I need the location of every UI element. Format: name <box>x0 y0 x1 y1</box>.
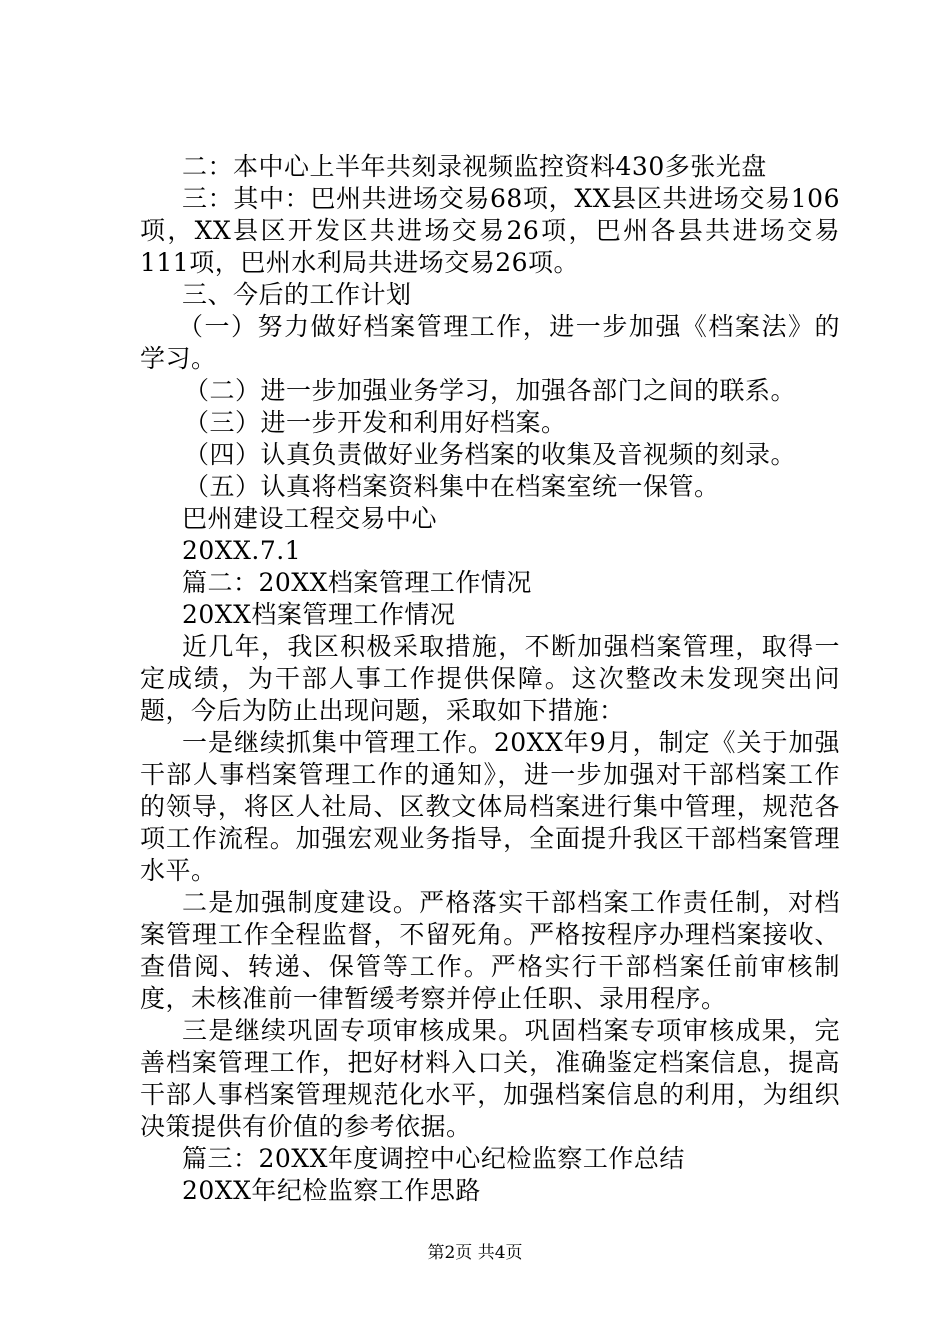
article-title: 篇二：20XX档案管理工作情况 <box>182 568 532 597</box>
page-footer <box>0 1242 950 1264</box>
document-body <box>140 151 840 1207</box>
article-title: 篇三：20XX年度调控中心纪检监察工作总结 <box>182 1144 685 1173</box>
list-item: （五）认真将档案资料集中在档案室统一保管。 <box>184 472 720 501</box>
paragraph: 一是继续抓集中管理工作。20XX年9月，制定《关于加强干部人事档案管理工作的通知》，进一步加强对干部档案工作的领导，将区人社局、区教文体局档案进行集中管理，规范各项工作流程。加强宏观业务指导，全面提升我区干部档案管理水平。 <box>140 728 840 885</box>
paragraph: 二：本中心上半年共刻录视频监控资料430多张光盘 <box>182 152 767 181</box>
article-subtitle: 20XX档案管理工作情况 <box>182 600 456 629</box>
organization-name: 巴州建设工程交易中心 <box>182 504 438 533</box>
paragraph: 三：其中：巴州共进场交易68项，XX县区共进场交易106项，XX县区开发区共进场交易26项，巴州各县共进场交易111项，巴州水利局共进场交易26项。 <box>140 184 840 277</box>
page-number: 第2页 共4页 <box>427 1243 523 1263</box>
date: 20XX.7.1 <box>182 536 302 565</box>
paragraph: 三是继续巩固专项审核成果。巩固档案专项审核成果，完善档案管理工作，把好材料入口关，准确鉴定档案信息，提高干部人事档案管理规范化水平，加强档案信息的利用，为组织决策提供有价值的参考依据。 <box>140 1016 840 1141</box>
article-subtitle: 20XX年纪检监察工作思路 <box>182 1176 481 1205</box>
section-heading: 三、今后的工作计划 <box>182 280 412 309</box>
paragraph: 二是加强制度建设。严格落实干部档案工作责任制，对档案管理工作全程监督，不留死角。严格按程序办理档案接收、查借阅、转递、保管等工作。严格实行干部档案任前审核制度，未核准前一律暂缓考察并停止任职、录用程序。 <box>140 888 840 1013</box>
list-item: （三）进一步开发和利用好档案。 <box>184 408 567 437</box>
paragraph: 近几年，我区积极采取措施，不断加强档案管理，取得一定成绩，为干部人事工作提供保障。这次整改未发现突出问题，今后为防止出现问题，采取如下措施： <box>140 632 840 725</box>
list-item: （一）努力做好档案管理工作，进一步加强《档案法》的学习。 <box>140 312 840 373</box>
list-item: （四）认真负责做好业务档案的收集及音视频的刻录。 <box>184 440 797 469</box>
list-item: （二）进一步加强业务学习，加强各部门之间的联系。 <box>184 376 797 405</box>
